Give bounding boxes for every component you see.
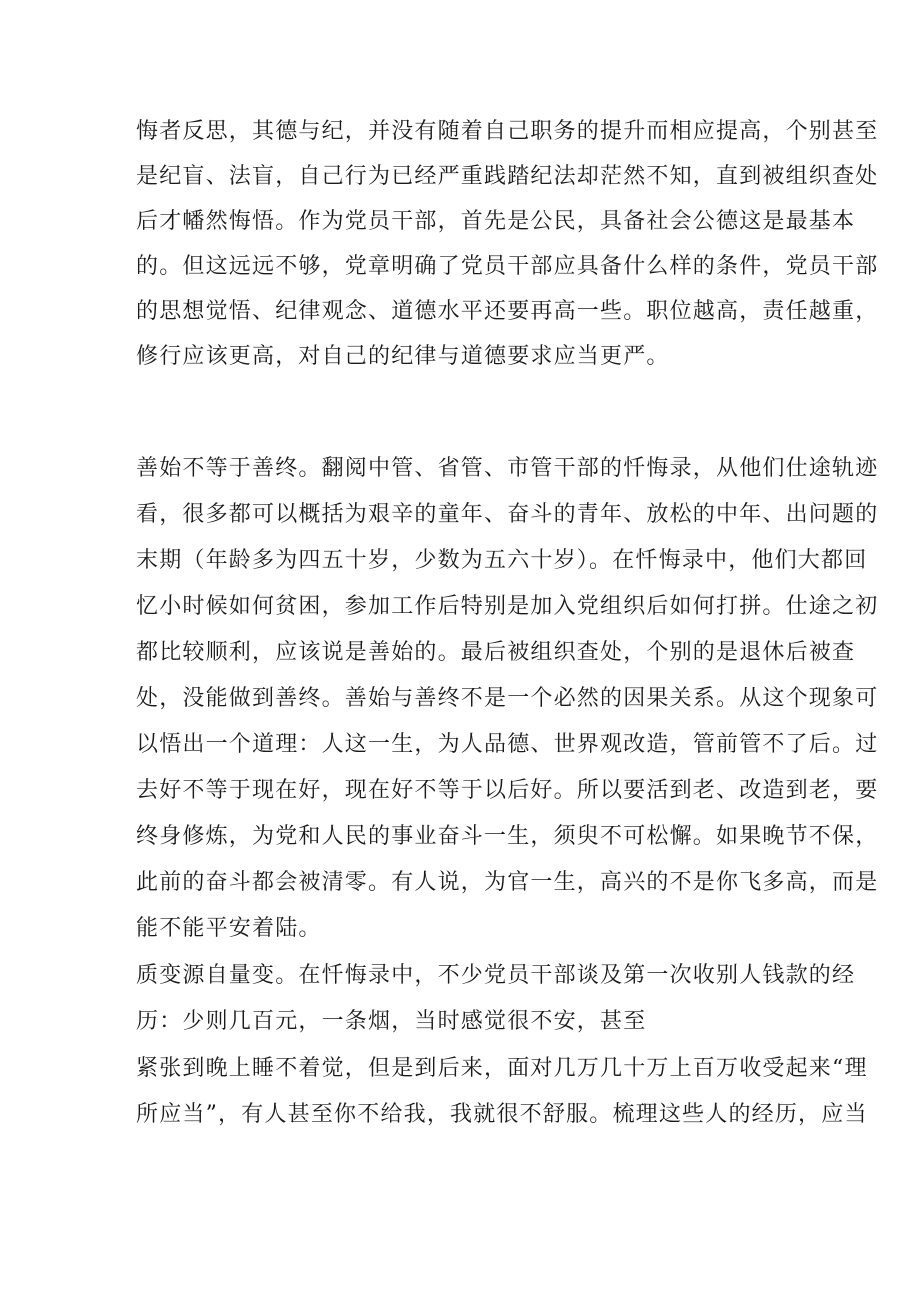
paragraph-3-line-2: 历：少则几百元，一条烟，当时感觉很不安，甚至	[136, 1009, 647, 1034]
paragraph-1-line-3: 后才幡然悔悟。作为党员干部，首先是公民，具备社会公德这是最基本	[136, 209, 856, 234]
paragraph-1-line-4: 的。但这远远不够，党章明确了党员干部应具备什么样的条件，党员干部	[136, 254, 879, 279]
paragraph-2-line-10: 此前的奋斗都会被清零。有人说，为官一生，高兴的不是你飞多高，而是	[136, 870, 879, 895]
paragraph-2-line-2: 看，很多都可以概括为艰辛的童年、奋斗的青年、放松的中年、出问题的	[136, 502, 879, 527]
paragraph-2-line-5: 都比较顺利，应该说是善始的。最后被组织查处，个别的是退休后被查	[136, 640, 856, 665]
paragraph-3-line-1: 质变源自量变。在忏悔录中，不少党员干部谈及第一次收别人钱款的经	[136, 963, 856, 988]
paragraph-1-line-1: 悔者反思，其德与纪，并没有随着自己职务的提升而相应提高，个别甚至	[136, 119, 879, 144]
paragraph-2-line-6: 处，没能做到善终。善始与善终不是一个必然的因果关系。从这个现象可	[136, 686, 879, 711]
paragraph-2-line-11: 能不能平安着陆。	[136, 916, 322, 941]
paragraph-3-line-3: 紧张到晚上睡不着觉，但是到后来，面对几万几十万上百万收受起来“理	[136, 1056, 868, 1081]
paragraph-1-line-6: 修行应该更高，对自己的纪律与道德要求应当更严。	[136, 344, 670, 369]
paragraph-2-line-9: 终身修炼，为党和人民的事业奋斗一生，须臾不可松懈。如果晚节不保，	[136, 824, 879, 849]
paragraph-2-line-4: 忆小时候如何贫困，参加工作后特别是加入党组织后如何打拼。仕途之初	[136, 594, 879, 619]
paragraph-2-line-1: 善始不等于善终。翻阅中管、省管、市管干部的忏悔录，从他们仕途轨迹	[136, 456, 879, 481]
paragraph-1-line-2: 是纪盲、法盲，自己行为已经严重践踏纪法却茫然不知，直到被组织查处	[136, 164, 879, 189]
paragraph-1-line-5: 的思想觉悟、纪律观念、道德水平还要再高一些。职位越高，责任越重，	[136, 299, 879, 324]
paragraph-2-line-3: 末期（年龄多为四五十岁，少数为五六十岁）。在忏悔录中，他们大都回	[136, 548, 868, 573]
paragraph-3-line-4: 所应当”，有人甚至你不给我，我就很不舒服。梳理这些人的经历，应当	[136, 1102, 868, 1127]
paragraph-2-line-7: 以悟出一个道理：人这一生，为人品德、世界观改造，管前管不了后。过	[136, 732, 879, 757]
paragraph-2-line-8: 去好不等于现在好，现在好不等于以后好。所以要活到老、改造到老，要	[136, 778, 879, 803]
